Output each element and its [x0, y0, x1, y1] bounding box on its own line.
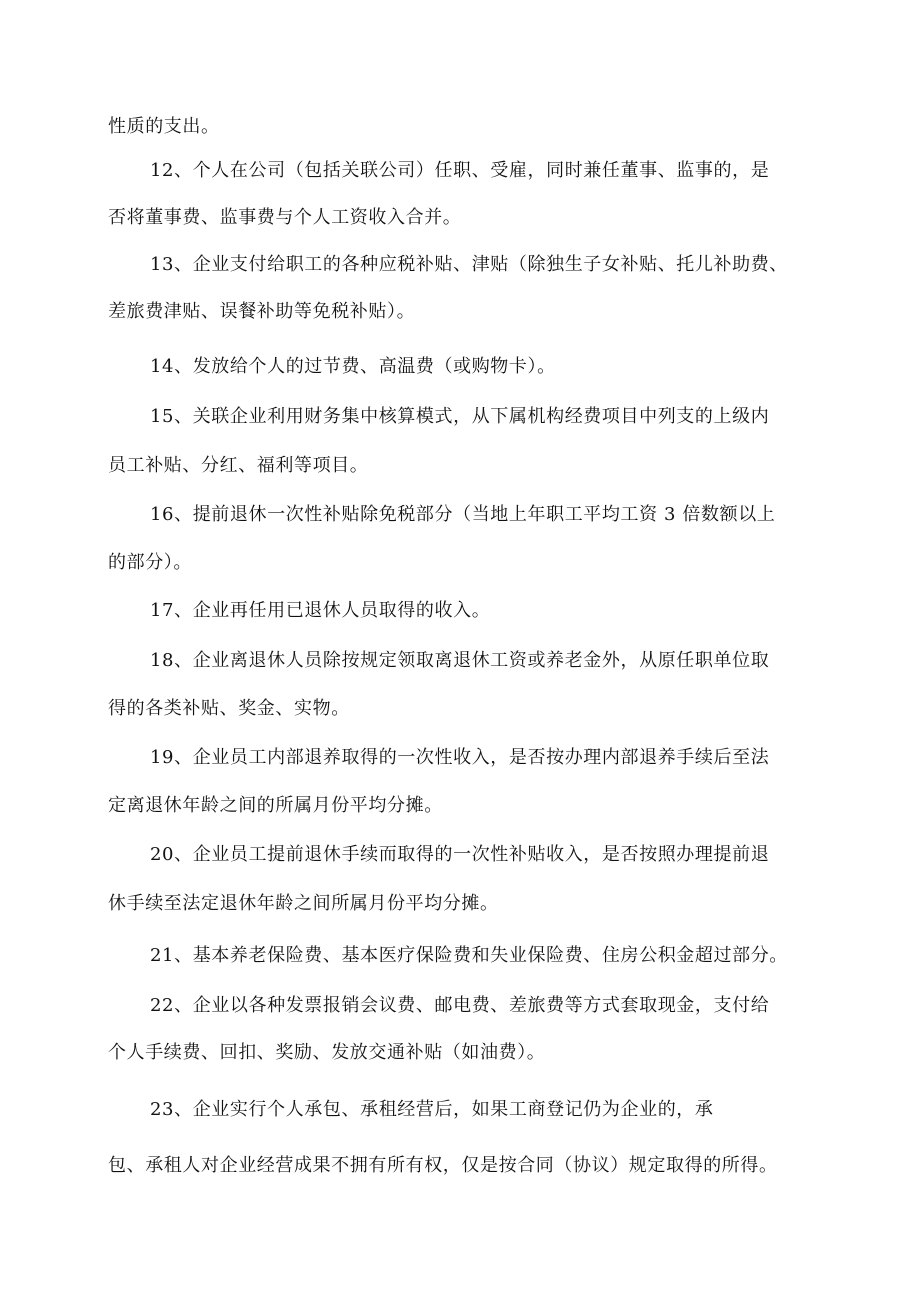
text-line-18: 21、基本养老保险费、基本医疗保险费和失业保险费、住房公积金超过部分。	[150, 945, 788, 966]
text-line-21: 23、企业实行个人承包、承租经营后，如果工商登记仍为企业的，承	[150, 1099, 714, 1120]
text-line-19: 22、企业以各种发票报销会议费、邮电费、差旅费等方式套取现金，支付给	[150, 995, 770, 1016]
text-line-1: 性质的支出。	[108, 116, 220, 137]
text-line-16: 20、企业员工提前退休手续而取得的一次性补贴收入，是否按照办理提前退	[150, 844, 770, 865]
text-line-8: 员工补贴、分红、福利等项目。	[108, 455, 369, 476]
text-line-9: 16、提前退休一次性补贴除免税部分（当地上年职工平均工资 3 倍数额以上	[150, 504, 776, 525]
text-line-17: 休手续至法定退休年龄之间所属月份平均分摊。	[108, 893, 499, 914]
text-line-12: 18、企业离退休人员除按规定领取离退休工资或养老金外，从原任职单位取	[150, 650, 770, 671]
text-line-4: 13、企业支付给职工的各种应税补贴、津贴（除独生子女补贴、托儿补助费、	[150, 254, 788, 275]
text-line-6: 14、发放给个人的过节费、高温费（或购物卡）。	[150, 356, 556, 377]
text-line-2: 12、个人在公司（包括关联公司）任职、受雇，同时兼任董事、监事的，是	[150, 160, 770, 181]
text-line-22: 包、承租人对企业经营成果不拥有所有权，仅是按合同（协议）规定取得的所得。	[108, 1155, 778, 1176]
text-line-7: 15、关联企业利用财务集中核算模式，从下属机构经费项目中列支的上级内	[150, 406, 770, 427]
text-line-3: 否将董事费、监事费与个人工资收入合并。	[108, 207, 462, 228]
text-line-5: 差旅费津贴、误餐补助等免税补贴）。	[108, 301, 416, 322]
text-line-10: 的部分）。	[108, 552, 192, 573]
text-line-13: 得的各类补贴、奖金、实物。	[108, 698, 350, 719]
text-line-11: 17、企业再任用已退休人员取得的收入。	[150, 600, 491, 621]
text-line-20: 个人手续费、回扣、奖励、发放交通补贴（如油费）。	[108, 1042, 546, 1063]
text-line-14: 19、企业员工内部退养取得的一次性收入，是否按办理内部退养手续后至法	[150, 747, 770, 768]
text-line-15: 定离退休年龄之间的所属月份平均分摊。	[108, 795, 443, 816]
